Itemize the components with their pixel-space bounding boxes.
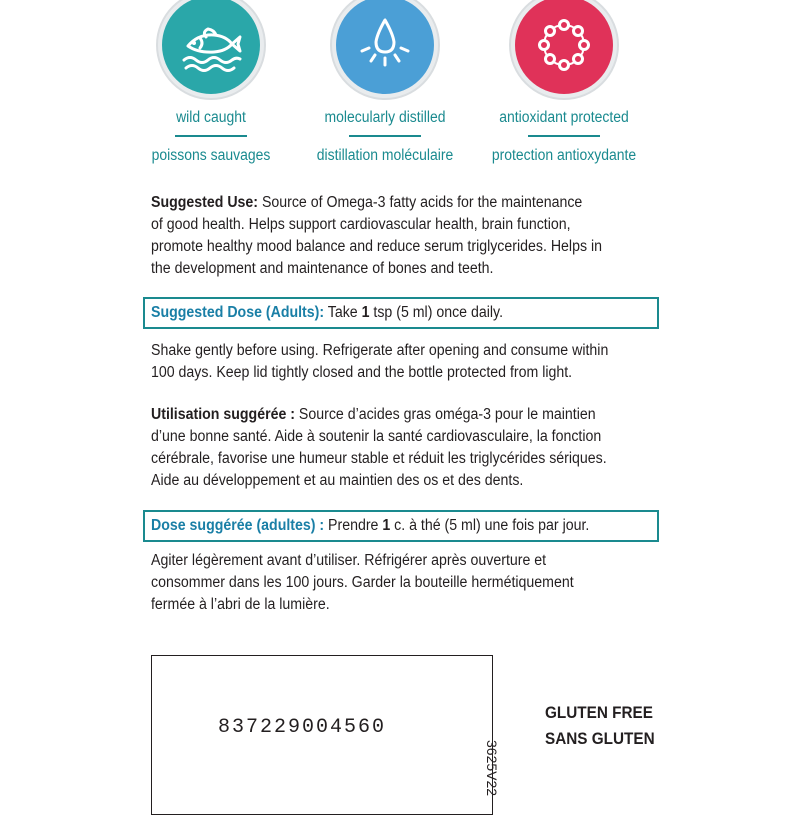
suggested-use-heading: Suggested Use:: [151, 194, 259, 211]
suggested-use-line: promote healthy mood balance and reduce serum triglycerides. Helps in: [151, 238, 602, 255]
dose-text-pre: Prendre: [324, 517, 383, 534]
suggested-use-line: Source d’acides gras oméga-3 pour le maintien: [294, 406, 596, 423]
dose-heading: Suggested Dose (Adults):: [151, 304, 325, 321]
care-line: fermée à l’abri de la lumière.: [151, 596, 330, 613]
dose-heading: Dose suggérée (adultes) :: [151, 517, 325, 534]
suggested-use-en: [151, 192, 629, 280]
badge-label-fr: protection antioxydante: [491, 147, 637, 164]
badge-label-fr: poissons sauvages: [151, 147, 271, 164]
care-line: consommer dans les 100 jours. Garder la bouteille hermétiquement: [151, 574, 574, 591]
care-line: 100 days. Keep lid tightly closed and the bottle protected from light.: [151, 364, 573, 381]
fish-icon: [162, 0, 260, 94]
suggested-use-line: d’une bonne santé. Aide à soutenir la santé cardiovasculaire, la fonction: [151, 428, 602, 445]
suggested-dose-fr: [151, 515, 589, 537]
care-line: Shake gently before using. Refrigerate after opening and consume within: [151, 342, 609, 359]
dose-quantity: 1: [382, 517, 391, 534]
dose-text-pre: Take: [324, 304, 362, 321]
gluten-free-fr: SANS GLUTEN: [545, 729, 655, 748]
badge-label-en: molecularly distilled: [324, 109, 446, 126]
badge-label-en: antioxidant protected: [499, 109, 629, 126]
suggested-use-line: Aide au développement et au maintien des os et des dents.: [151, 472, 524, 489]
suggested-use-fr: [151, 404, 629, 492]
suggested-dose-en: [151, 302, 503, 324]
suggested-use-line: Source of Omega-3 fatty acids for the maintenance: [258, 194, 583, 211]
barcode-number: 837229004560: [218, 716, 387, 739]
suggested-use-line: of good health. Helps support cardiovascular health, brain function,: [151, 216, 571, 233]
care-instructions-en: [151, 340, 629, 384]
dose-text-post: tsp (5 ml) once daily.: [369, 304, 504, 321]
dose-quantity: 1: [361, 304, 370, 321]
gluten-free-en: GLUTEN FREE: [545, 703, 653, 722]
suggested-use-line: cérébrale, favorise une humeur stable et réduit les triglycérides sériques.: [151, 450, 607, 467]
badge-label-en: wild caught: [176, 109, 246, 126]
badge-divider: [528, 135, 600, 137]
dose-text-post: c. à thé (5 ml) une fois par jour.: [390, 517, 590, 534]
molecule-ring-icon: [515, 0, 613, 94]
badge-divider: [349, 135, 421, 137]
care-instructions-fr: [151, 550, 629, 616]
droplet-icon: [336, 0, 434, 94]
care-line: Agiter légèrement avant d’utiliser. Réfrigérer après ouverture et: [151, 552, 547, 569]
lot-code: 3625V22: [484, 740, 500, 797]
suggested-use-line: the development and maintenance of bones and teeth.: [151, 260, 494, 277]
suggested-use-heading: Utilisation suggérée :: [151, 406, 295, 423]
badge-label-fr: distillation moléculaire: [316, 147, 454, 164]
badge-divider: [175, 135, 247, 137]
